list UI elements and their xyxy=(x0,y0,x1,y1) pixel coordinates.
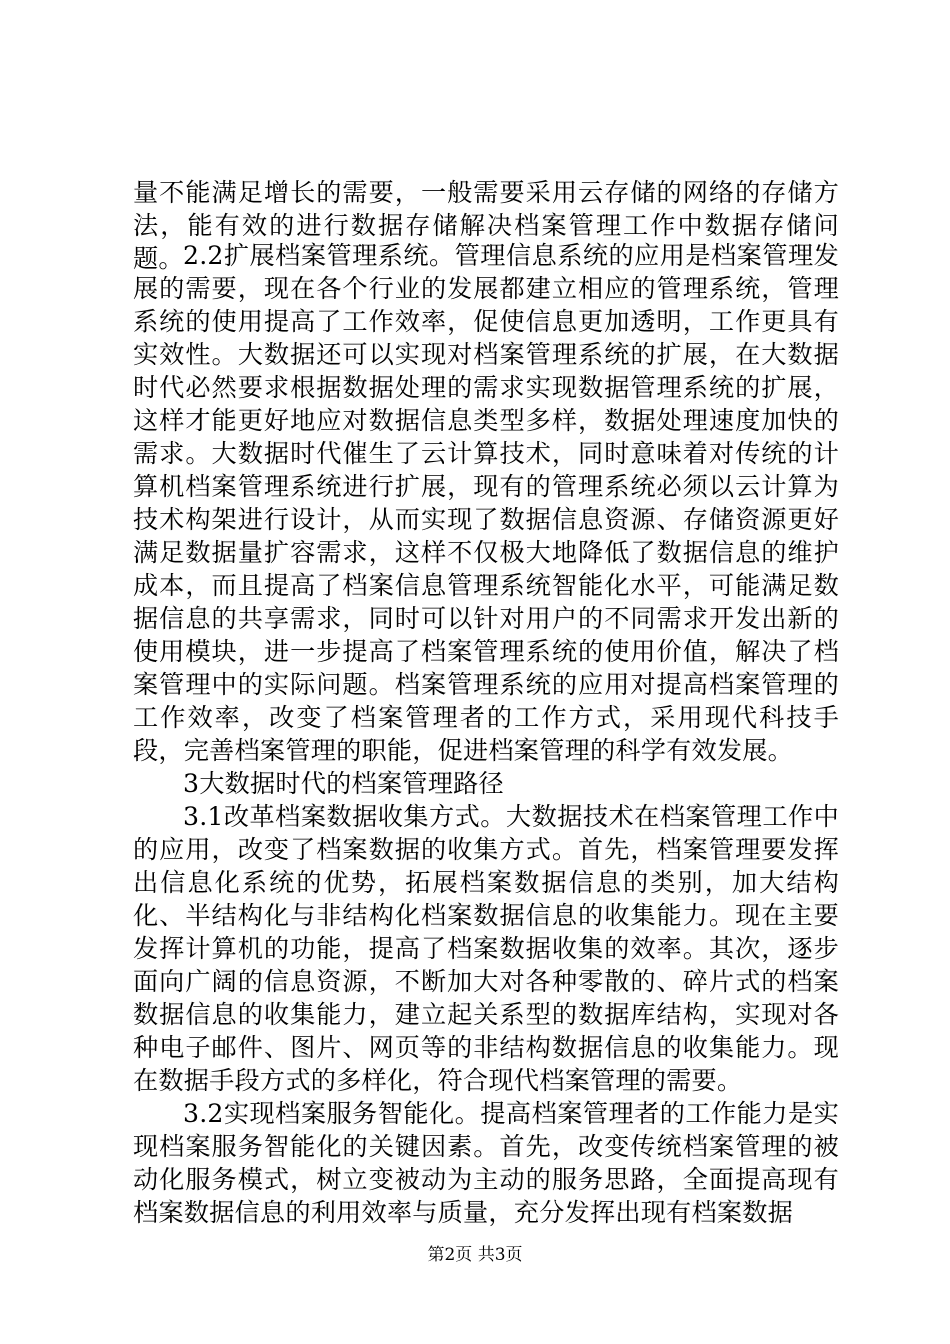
page-footer xyxy=(0,1244,950,1266)
section-2-2-paragraph: 2.2扩展档案管理系统。管理信息系统的应用是档案管理发展的需要，现在各个行业的发展都建立相应的管理系统，管理系统的使用提高了工作效率，促使信息更加透明，工作更具有实效性。大数据还可以实现对档案管理系统的扩展，在大数据时代必然要求根据数据处理的需求实现数据管理系统的扩展，这样才能更好地应对数据信息类型多样，数据处理速度加快的需求。大数据时代催生了云计算技术，同时意味着对传统的计算机档案管理系统进行扩展，现有的管理系统必须以云计算为技术构架进行设计，从而实现了数据信息资源、存储资源更好满足数据量扩容需求，这样不仅极大地降低了数据信息的维护成本，而且提高了档案信息管理系统智能化水平，可能满足数据信息的共享需求，同时可以针对用户的不同需求开发出新的使用模块，进一步提高了档案管理系统的使用价值，解决了档案管理中的实际问题。档案管理系统的应用对提高档案管理的工作效率，改变了档案管理者的工作方式，采用现代科技手段，完善档案管理的职能，促进档案管理的科学有效发展。 xyxy=(133,241,839,765)
page-number-label: 第2页 共3页 xyxy=(427,1245,523,1265)
continuation-paragraph: 量不能满足增长的需要，一般需要采用云存储的网络的存储方法，能有效的进行数据存储解决档案管理工作中数据存储问题。 xyxy=(133,178,839,273)
text-block-main xyxy=(133,239,839,1229)
section-3-2-paragraph: 3.2实现档案服务智能化。提高档案管理者的工作能力是实现档案服务智能化的关键因素。首先，改变传统档案管理的被动化服务模式，树立变被动为主动的服务思路，全面提高现有档案数据信息的利用效率与质量，充分发挥出现有档案数据 xyxy=(133,1099,839,1227)
section-3-1-paragraph: 3.1改革档案数据收集方式。大数据技术在档案管理工作中的应用，改变了档案数据的收集方式。首先，档案管理要发挥出信息化系统的优势，拓展档案数据信息的类别，加大结构化、半结构化与非结构化档案数据信息的收集能力。现在主要发挥计算机的功能，提高了档案数据收集的效率。其次，逐步面向广阔的信息资源，不断加大对各种零散的、碎片式的档案数据信息的收集能力，建立起关系型的数据库结构，实现对各种电子邮件、图片、网页等的非结构数据信息的收集能力。现在数据手段方式的多样化，符合现代档案管理的需要。 xyxy=(133,802,839,1095)
section-3-heading: 3大数据时代的档案管理路径 xyxy=(183,769,504,798)
